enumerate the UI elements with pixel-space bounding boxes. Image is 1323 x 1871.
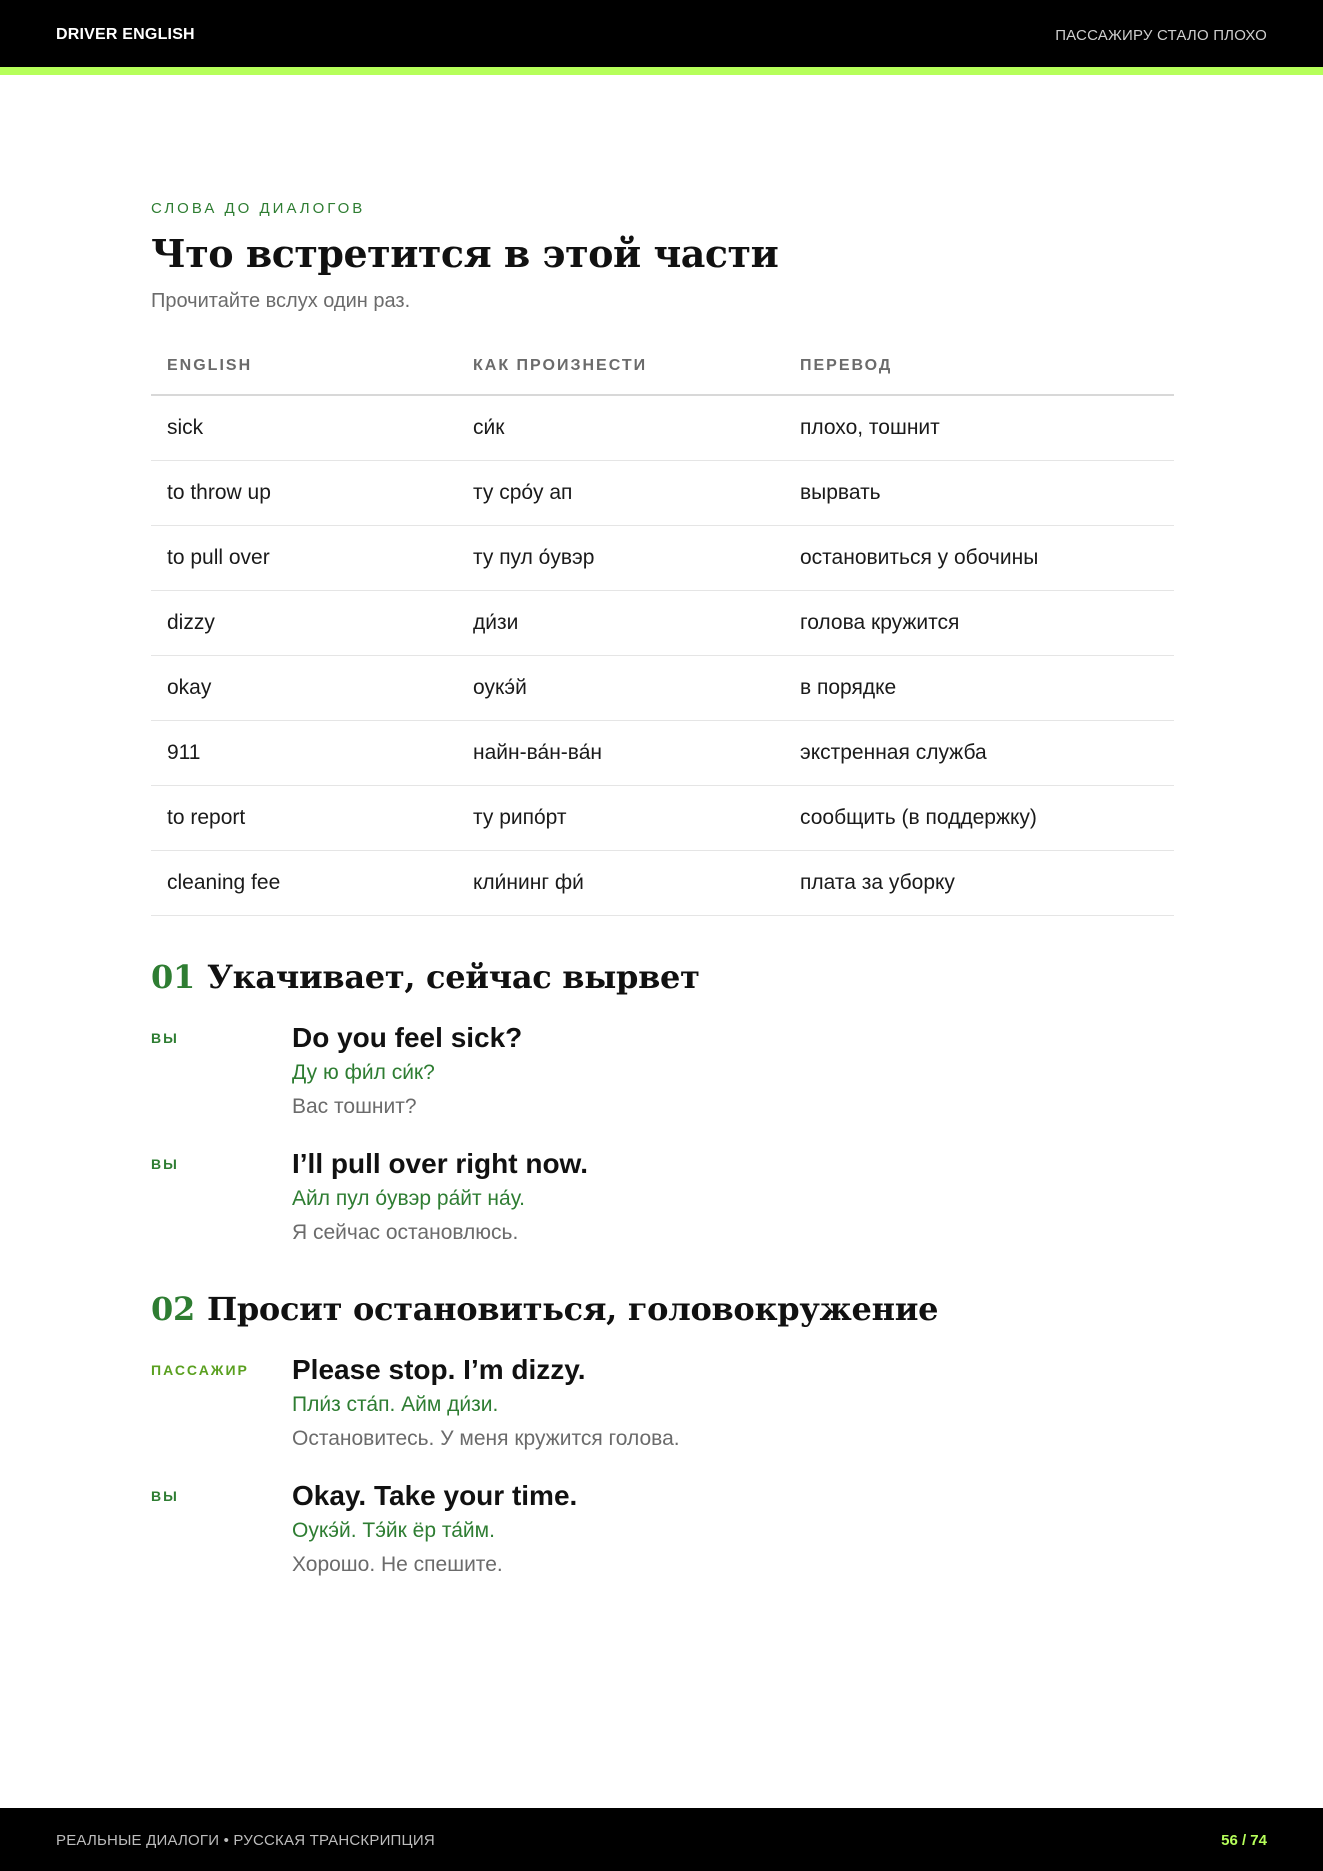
speaker-label: ПАССАЖИР: [151, 1361, 249, 1378]
table-row: [151, 785, 1174, 850]
speaker-label: ВЫ: [151, 1029, 179, 1046]
vocab-pronunciation: ди́зи: [457, 590, 784, 655]
vocab-english: sick: [151, 395, 457, 460]
russian-translation: Хорошо. Не спешите.: [292, 1552, 503, 1576]
russian-translation: Вас тошнит?: [292, 1094, 417, 1118]
table-row: [151, 525, 1174, 590]
section-title-text: Просит остановиться, головокружение: [206, 1289, 939, 1328]
footer-label: РЕАЛЬНЫЕ ДИАЛОГИ • РУССКАЯ ТРАНСКРИПЦИЯ: [56, 1832, 435, 1849]
dialogue-section: [151, 1290, 1174, 1580]
dialogue-line: [151, 1478, 1174, 1580]
footer-bar: [0, 1808, 1323, 1871]
vocab-pronunciation: кли́нинг фи́: [457, 850, 784, 915]
russian-translation: Я сейчас остановлюсь.: [292, 1220, 519, 1244]
dialogue-sections: [151, 958, 1174, 1580]
transcription: Пли́з ста́п. Айм ди́зи.: [292, 1392, 499, 1416]
vocab-pronunciation: ту сро́у ап: [457, 460, 784, 525]
russian-translation: Остановитесь. У меня кружится голова.: [292, 1426, 680, 1450]
page-subtitle: Прочитайте вслух один раз.: [151, 290, 411, 312]
english-phrase: I’ll pull over right now.: [292, 1147, 589, 1179]
vocab-english: to pull over: [151, 525, 457, 590]
table-row: [151, 590, 1174, 655]
table-row: [151, 655, 1174, 720]
table-row: [151, 395, 1174, 460]
vocab-translation: сообщить (в поддержку): [784, 785, 1174, 850]
vocab-english: to report: [151, 785, 457, 850]
accent-stripe: [0, 67, 1323, 75]
vocab-pronunciation: найн-ва́н-ва́н: [457, 720, 784, 785]
page-title: Что встретится в этой части: [151, 231, 779, 276]
brand-label: DRIVER ENGLISH: [56, 26, 195, 43]
page-number: 56 / 74: [1221, 1832, 1267, 1849]
table-row: [151, 720, 1174, 785]
table-header-row: [151, 353, 1174, 395]
transcription: Оукэ́й. Тэ́йк ёр та́йм.: [292, 1518, 495, 1542]
vocab-pronunciation: ту пул о́увэр: [457, 525, 784, 590]
vocab-english: dizzy: [151, 590, 457, 655]
vocab-pronunciation: ту рипо́рт: [457, 785, 784, 850]
dialogue-section: [151, 958, 1174, 1248]
vocab-english: to throw up: [151, 460, 457, 525]
vocab-translation: в порядке: [784, 655, 1174, 720]
section-title: [151, 958, 1174, 996]
vocab-translation: плата за уборку: [784, 850, 1174, 915]
column-header-translation: ПЕРЕВОД: [784, 353, 1174, 395]
section-number: 02: [151, 1289, 195, 1328]
column-header-pronunciation: КАК ПРОИЗНЕСТИ: [457, 353, 784, 395]
speaker-label: ВЫ: [151, 1155, 179, 1172]
transcription: Айл пул о́увэр ра́йт на́у.: [292, 1186, 525, 1210]
vocab-english: cleaning fee: [151, 850, 457, 915]
english-phrase: Do you feel sick?: [292, 1021, 523, 1053]
page-content: [151, 200, 1174, 1580]
table-row: [151, 850, 1174, 915]
english-phrase: Please stop. I’m dizzy.: [292, 1353, 586, 1385]
vocab-translation: вырвать: [784, 460, 1174, 525]
english-phrase: Okay. Take your time.: [292, 1479, 578, 1511]
vocab-table-body: [151, 395, 1174, 915]
vocab-translation: голова кружится: [784, 590, 1174, 655]
section-title-text: Укачивает, сейчас вырвет: [206, 957, 700, 996]
section-title: [151, 1290, 1174, 1328]
dialogue-line: [151, 1352, 1174, 1454]
column-header-english: ENGLISH: [151, 353, 457, 395]
dialogue-line: [151, 1020, 1174, 1122]
chapter-title: ПАССАЖИРУ СТАЛО ПЛОХО: [1055, 27, 1267, 44]
vocab-english: okay: [151, 655, 457, 720]
vocab-translation: экстренная служба: [784, 720, 1174, 785]
vocab-english: 911: [151, 720, 457, 785]
transcription: Ду ю фи́л си́к?: [292, 1060, 435, 1084]
vocab-pronunciation: оукэ́й: [457, 655, 784, 720]
section-number: 01: [151, 957, 195, 996]
vocab-table: [151, 353, 1174, 916]
table-row: [151, 460, 1174, 525]
top-bar: [0, 0, 1323, 67]
vocab-pronunciation: си́к: [457, 395, 784, 460]
vocab-translation: плохо, тошнит: [784, 395, 1174, 460]
dialogue-line: [151, 1146, 1174, 1248]
speaker-label: ВЫ: [151, 1487, 179, 1504]
vocab-translation: остановиться у обочины: [784, 525, 1174, 590]
eyebrow: СЛОВА ДО ДИАЛОГОВ: [151, 200, 366, 217]
